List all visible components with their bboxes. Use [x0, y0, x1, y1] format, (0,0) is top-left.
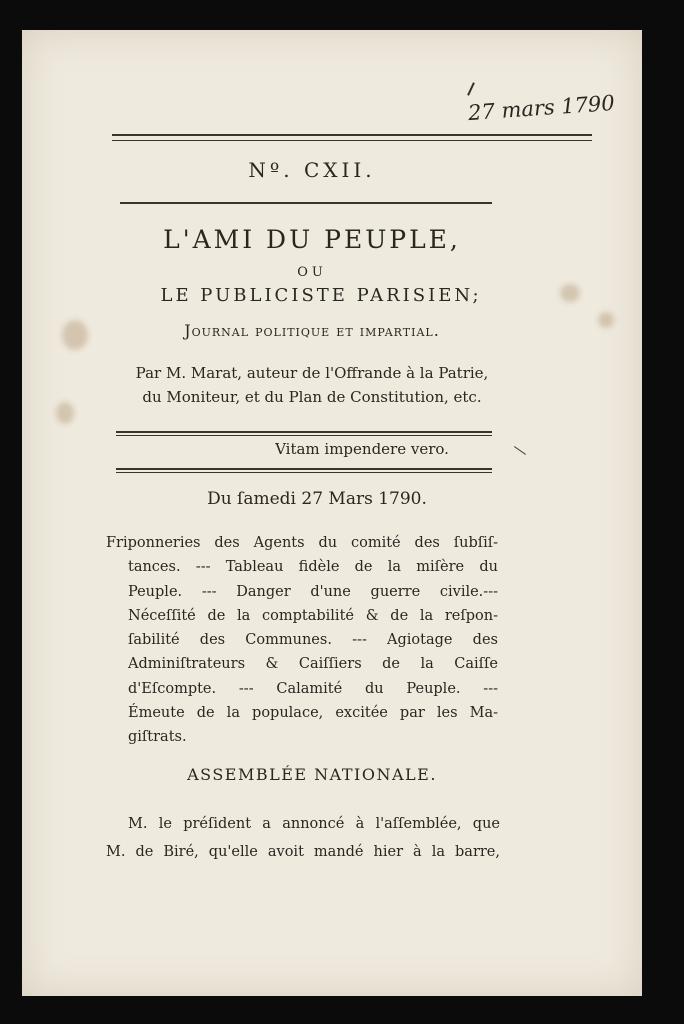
paper-stain — [560, 284, 580, 302]
motto: Vitam impendere vero. — [275, 440, 449, 458]
newspaper-subtitle: LE PUBLICISTE PARISIEN; — [160, 285, 482, 306]
summary-line: giſtrats. — [128, 729, 187, 746]
summary-line: ſabilité des Communes. --- Agiotage des — [128, 632, 498, 649]
byline — [102, 361, 522, 409]
paper-stain — [56, 402, 74, 424]
issue-number: Nº. CXII. — [248, 158, 376, 182]
rule-below-number — [120, 202, 492, 204]
body-line: M. de Biré, qu'elle avoit mandé hier à la barre, — [106, 844, 500, 860]
print-mark — [514, 446, 526, 455]
summary-line: d'Eſcompte. --- Calamité du Peuple. --- — [128, 680, 498, 697]
summary-line: Émeute de la populace, excitée par les Ma- — [128, 705, 498, 722]
newspaper-page — [22, 30, 642, 996]
section-heading: ASSEMBLÉE NATIONALE. — [187, 765, 437, 784]
newspaper-title: L'AMI DU PEUPLE, — [163, 225, 461, 254]
rule-below-motto — [116, 468, 492, 470]
summary-line: Adminiſtrateurs & Caiſſiers de la Caiſſe — [128, 656, 498, 673]
body-line: M. le préſident a annoncé à l'aſſemblée, que — [128, 816, 500, 832]
rule-below-motto-thin — [116, 472, 492, 473]
top-rule — [112, 134, 592, 136]
handwritten-date: 27 mars 1790 — [467, 90, 616, 126]
top-rule-thin — [112, 140, 592, 141]
rule-above-motto-thin — [116, 435, 492, 436]
title-conjunction: OU — [297, 265, 327, 280]
article-summary — [106, 531, 498, 750]
byline-line-2: du Moniteur, et du Plan de Constitution, etc. — [142, 388, 482, 406]
byline-line-1: Par M. Marat, auteur de l'Offrande à la Patrie, — [135, 364, 489, 382]
summary-line: Néceſſité de la comptabilité & de la reſpon- — [128, 607, 498, 624]
summary-line: Friponneries des Agents du comité des ſubſiſ- — [106, 535, 498, 551]
issue-date: Du ſamedi 27 Mars 1790. — [207, 489, 427, 509]
paper-stain — [62, 320, 88, 350]
summary-line: Peuple. --- Danger d'une guerre civile.--- — [128, 583, 498, 600]
article-body — [106, 810, 500, 866]
summary-line: tances. --- Tableau fidèle de la miſère du — [128, 559, 498, 576]
handwritten-mark — [467, 82, 475, 96]
paper-stain — [598, 312, 614, 328]
rule-above-motto — [116, 431, 492, 433]
journal-description: Journal politique et impartial. — [184, 321, 440, 340]
